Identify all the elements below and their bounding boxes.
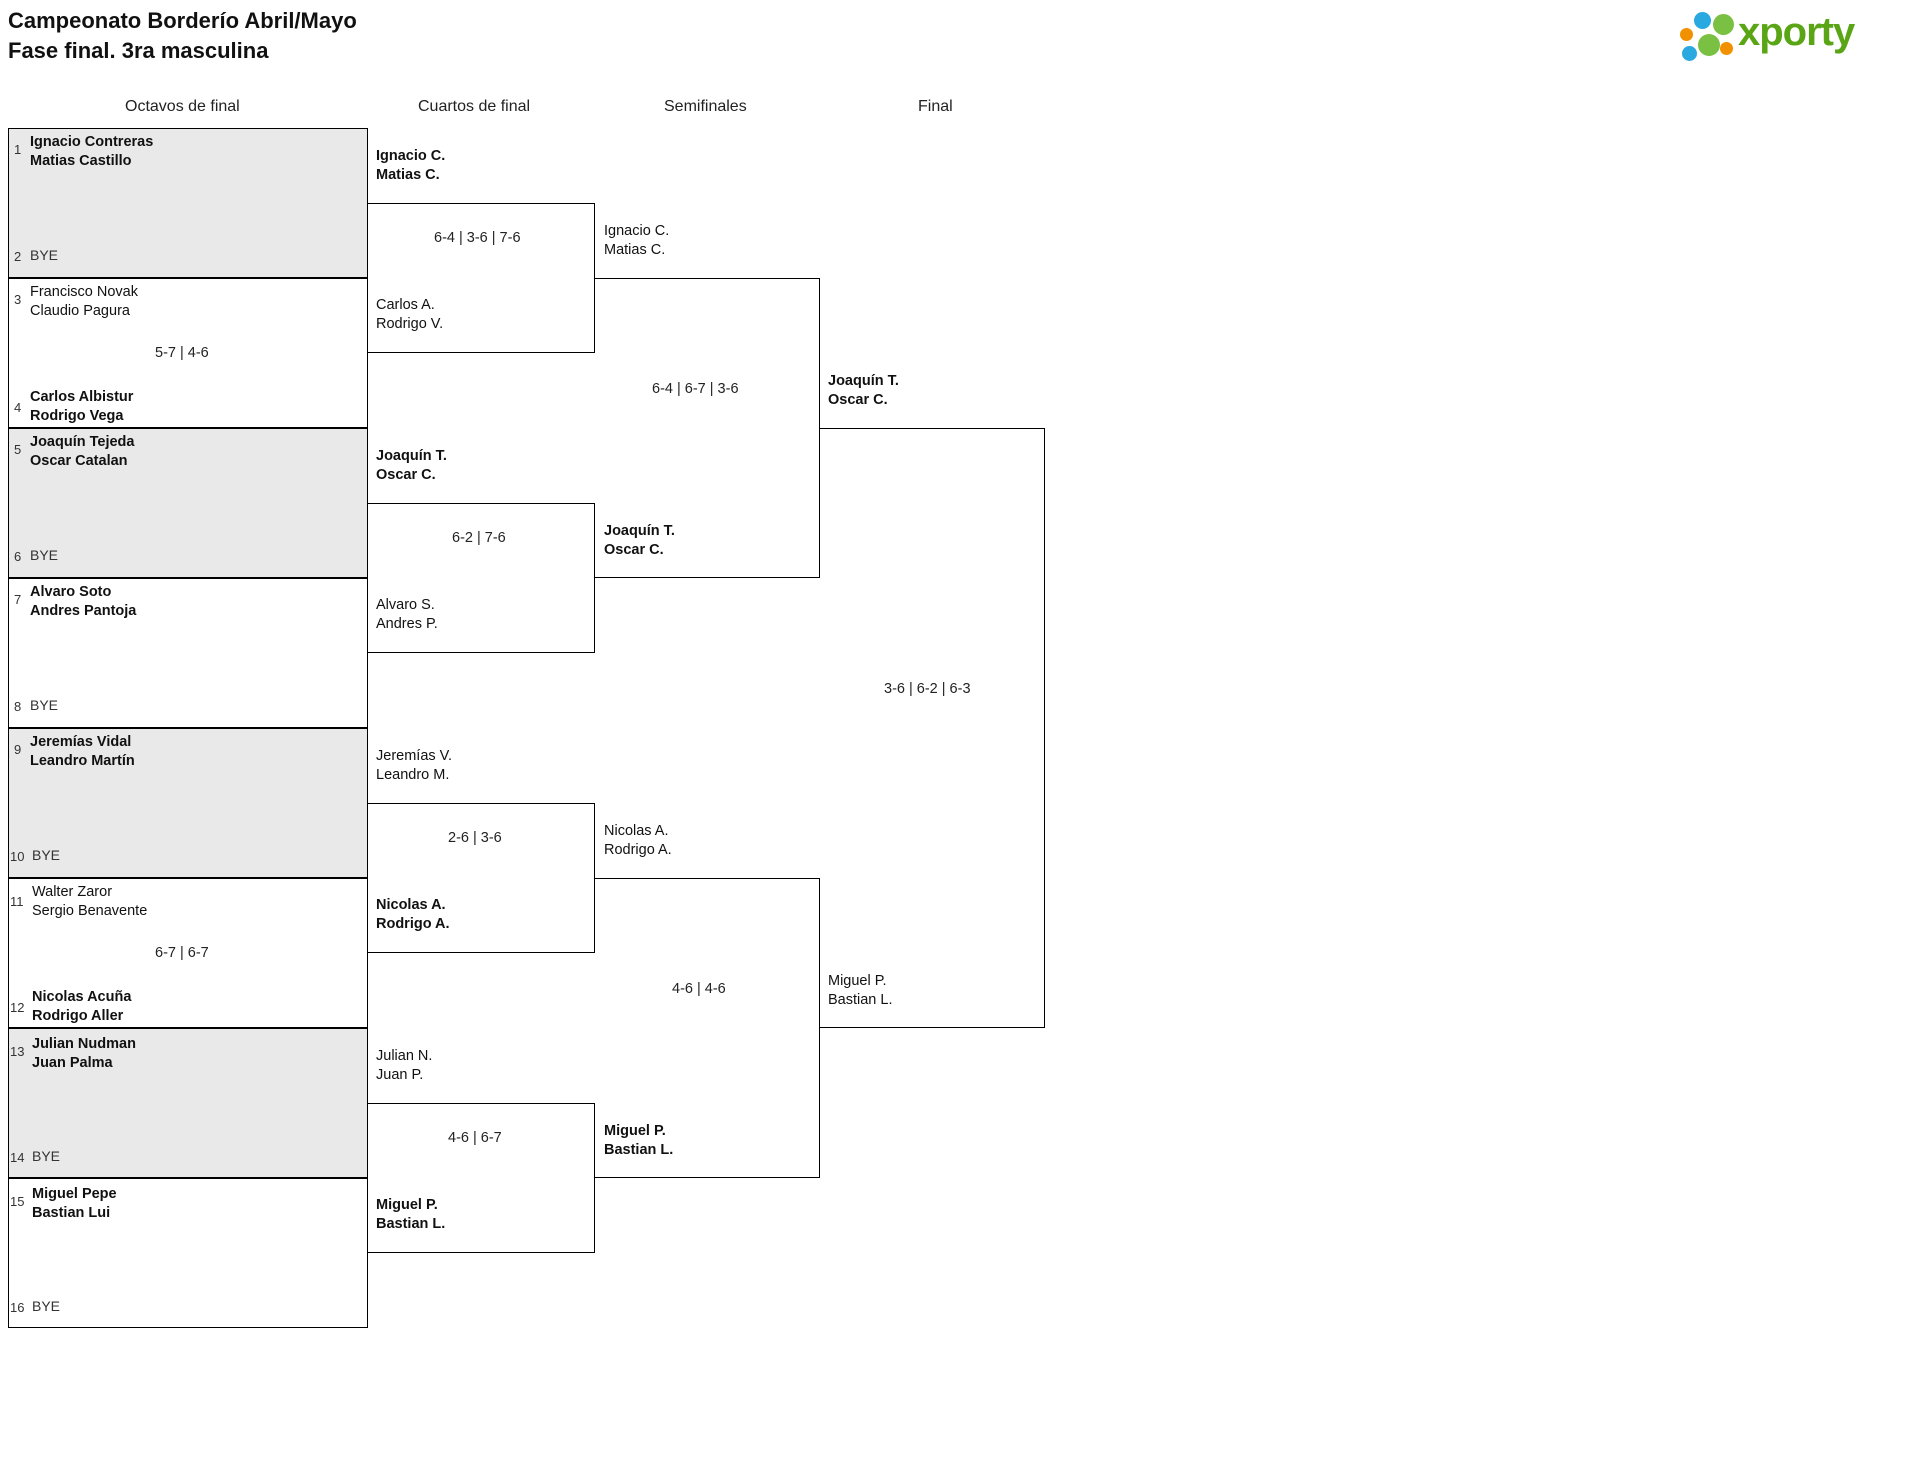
seed-11: 11 [10, 894, 24, 909]
r16-team-7 [30, 583, 136, 621]
qf-team-1 [376, 147, 445, 185]
seed-7: 7 [14, 592, 22, 607]
qf-score-1: 6-4 | 3-6 | 7-6 [434, 230, 521, 246]
player-name: Joaquín Tejeda [30, 434, 135, 450]
qf-score-2: 6-2 | 7-6 [452, 530, 506, 546]
r16-team-1 [30, 133, 153, 171]
qf-team-3 [376, 447, 447, 485]
player-name: Rodrigo A. [376, 916, 450, 932]
player-name: Nicolas A. [604, 823, 669, 839]
title-line-1: Campeonato Borderío Abril/Mayo [8, 8, 357, 33]
seed-13: 13 [10, 1044, 25, 1059]
r16-team-3 [30, 283, 138, 321]
player-name: Bastian L. [604, 1142, 674, 1158]
player-name: Matias C. [376, 167, 440, 183]
player-name: Joaquín T. [376, 448, 447, 464]
player-name: Rodrigo Aller [32, 1008, 124, 1024]
qf-team-2 [376, 296, 443, 334]
seed-12: 12 [10, 1000, 25, 1015]
player-name: Oscar Catalan [30, 453, 128, 469]
player-name: Bastian L. [828, 992, 893, 1008]
player-name: Juan P. [376, 1067, 424, 1083]
round-header-semis: Semifinales [664, 98, 747, 115]
player-name: Leandro M. [376, 767, 450, 783]
player-name: Oscar C. [828, 392, 888, 408]
player-name: Joaquín T. [604, 523, 675, 539]
player-name: Nicolas A. [376, 897, 446, 913]
r16-team-12 [32, 988, 131, 1026]
sf-team-1 [604, 222, 669, 260]
r16-score-match2: 5-7 | 4-6 [155, 345, 209, 361]
r16-team-2: BYE [30, 247, 59, 263]
qf-team-7 [376, 1047, 432, 1085]
round-header-cuartos: Cuartos de final [418, 98, 531, 115]
player-name: Walter Zaror [32, 884, 113, 900]
seed-3: 3 [14, 292, 22, 307]
title-line-2: Fase final. 3ra masculina [8, 38, 269, 63]
player-name: Carlos A. [376, 297, 435, 313]
player-name: Ignacio C. [376, 148, 446, 164]
r16-team-16: BYE [32, 1298, 61, 1314]
qf-team-4 [376, 596, 438, 634]
player-name: Alvaro S. [376, 597, 435, 613]
player-name: Oscar C. [376, 467, 436, 483]
r16-team-5 [30, 433, 134, 471]
r16-team-11 [32, 883, 147, 921]
r16-team-8: BYE [30, 697, 59, 713]
player-name: Ignacio C. [604, 223, 670, 239]
r16-team-14: BYE [32, 1148, 61, 1164]
player-name: Miguel P. [828, 973, 887, 989]
player-name: Sergio Benavente [32, 903, 148, 919]
r16-team-13 [32, 1035, 136, 1073]
final-team-2 [828, 972, 893, 1010]
qf-score-4: 4-6 | 6-7 [448, 1130, 502, 1146]
player-name: Francisco Novak [30, 284, 138, 300]
player-name: Claudio Pagura [30, 303, 130, 319]
player-name: Carlos Albistur [30, 389, 134, 405]
sf-score-1: 6-4 | 6-7 | 3-6 [652, 381, 739, 397]
xporty-logo[interactable] [1680, 8, 1900, 64]
final-team-1 [828, 372, 899, 410]
player-name: Joaquín T. [828, 373, 899, 389]
player-name: Matias Castillo [30, 153, 132, 169]
seed-8: 8 [14, 699, 22, 714]
sf-score-2: 4-6 | 4-6 [672, 981, 726, 997]
player-name: Andres Pantoja [30, 603, 137, 619]
player-name: Rodrigo A. [604, 842, 672, 858]
player-name: Miguel P. [604, 1123, 666, 1139]
player-name: Nicolas Acuña [32, 989, 132, 1005]
player-name: Alvaro Soto [30, 584, 112, 600]
r16-score-match6: 6-7 | 6-7 [155, 945, 209, 961]
player-name: Jeremías V. [376, 748, 453, 764]
player-name: Leandro Martín [30, 753, 135, 769]
seed-1: 1 [14, 142, 22, 157]
seed-10: 10 [10, 849, 25, 864]
qf-team-6 [376, 896, 450, 934]
r16-team-4 [30, 388, 133, 426]
seed-9: 9 [14, 742, 22, 757]
logo-dots-icon [1680, 12, 1736, 60]
player-name: Rodrigo Vega [30, 408, 124, 424]
sf-team-2 [604, 522, 675, 560]
final-score: 3-6 | 6-2 | 6-3 [884, 681, 971, 697]
player-name: Bastian Lui [32, 1205, 111, 1221]
player-name: Oscar C. [604, 542, 664, 558]
player-name: Miguel P. [376, 1197, 438, 1213]
seed-6: 6 [14, 549, 22, 564]
page-title [8, 6, 357, 66]
seed-4: 4 [14, 400, 22, 415]
seed-5: 5 [14, 442, 22, 457]
player-name: Rodrigo V. [376, 316, 444, 332]
player-name: Julian Nudman [32, 1036, 136, 1052]
player-name: Matias C. [604, 242, 666, 258]
seed-2: 2 [14, 249, 22, 264]
sf-team-3 [604, 822, 672, 860]
r16-team-10: BYE [32, 847, 61, 863]
r16-team-9 [30, 733, 135, 771]
player-name: Bastian L. [376, 1216, 446, 1232]
round-header-final: Final [918, 98, 953, 115]
seed-15: 15 [10, 1194, 25, 1209]
seed-14: 14 [10, 1150, 25, 1165]
sf-team-4 [604, 1122, 673, 1160]
round-header-octavos: Octavos de final [125, 98, 240, 115]
qf-team-8 [376, 1196, 445, 1234]
player-name: Miguel Pepe [32, 1186, 117, 1202]
final-connector [820, 428, 1045, 1028]
qf-score-3: 2-6 | 3-6 [448, 830, 502, 846]
player-name: Juan Palma [32, 1055, 113, 1071]
player-name: Jeremías Vidal [30, 734, 132, 750]
player-name: Julian N. [376, 1048, 433, 1064]
player-name: Ignacio Contreras [30, 134, 154, 150]
r16-team-6: BYE [30, 547, 59, 563]
player-name: Andres P. [376, 616, 438, 632]
r16-team-15 [32, 1185, 117, 1223]
qf-team-5 [376, 747, 452, 785]
logo-wordmark: xporty [1738, 10, 1855, 54]
seed-16: 16 [10, 1300, 25, 1315]
